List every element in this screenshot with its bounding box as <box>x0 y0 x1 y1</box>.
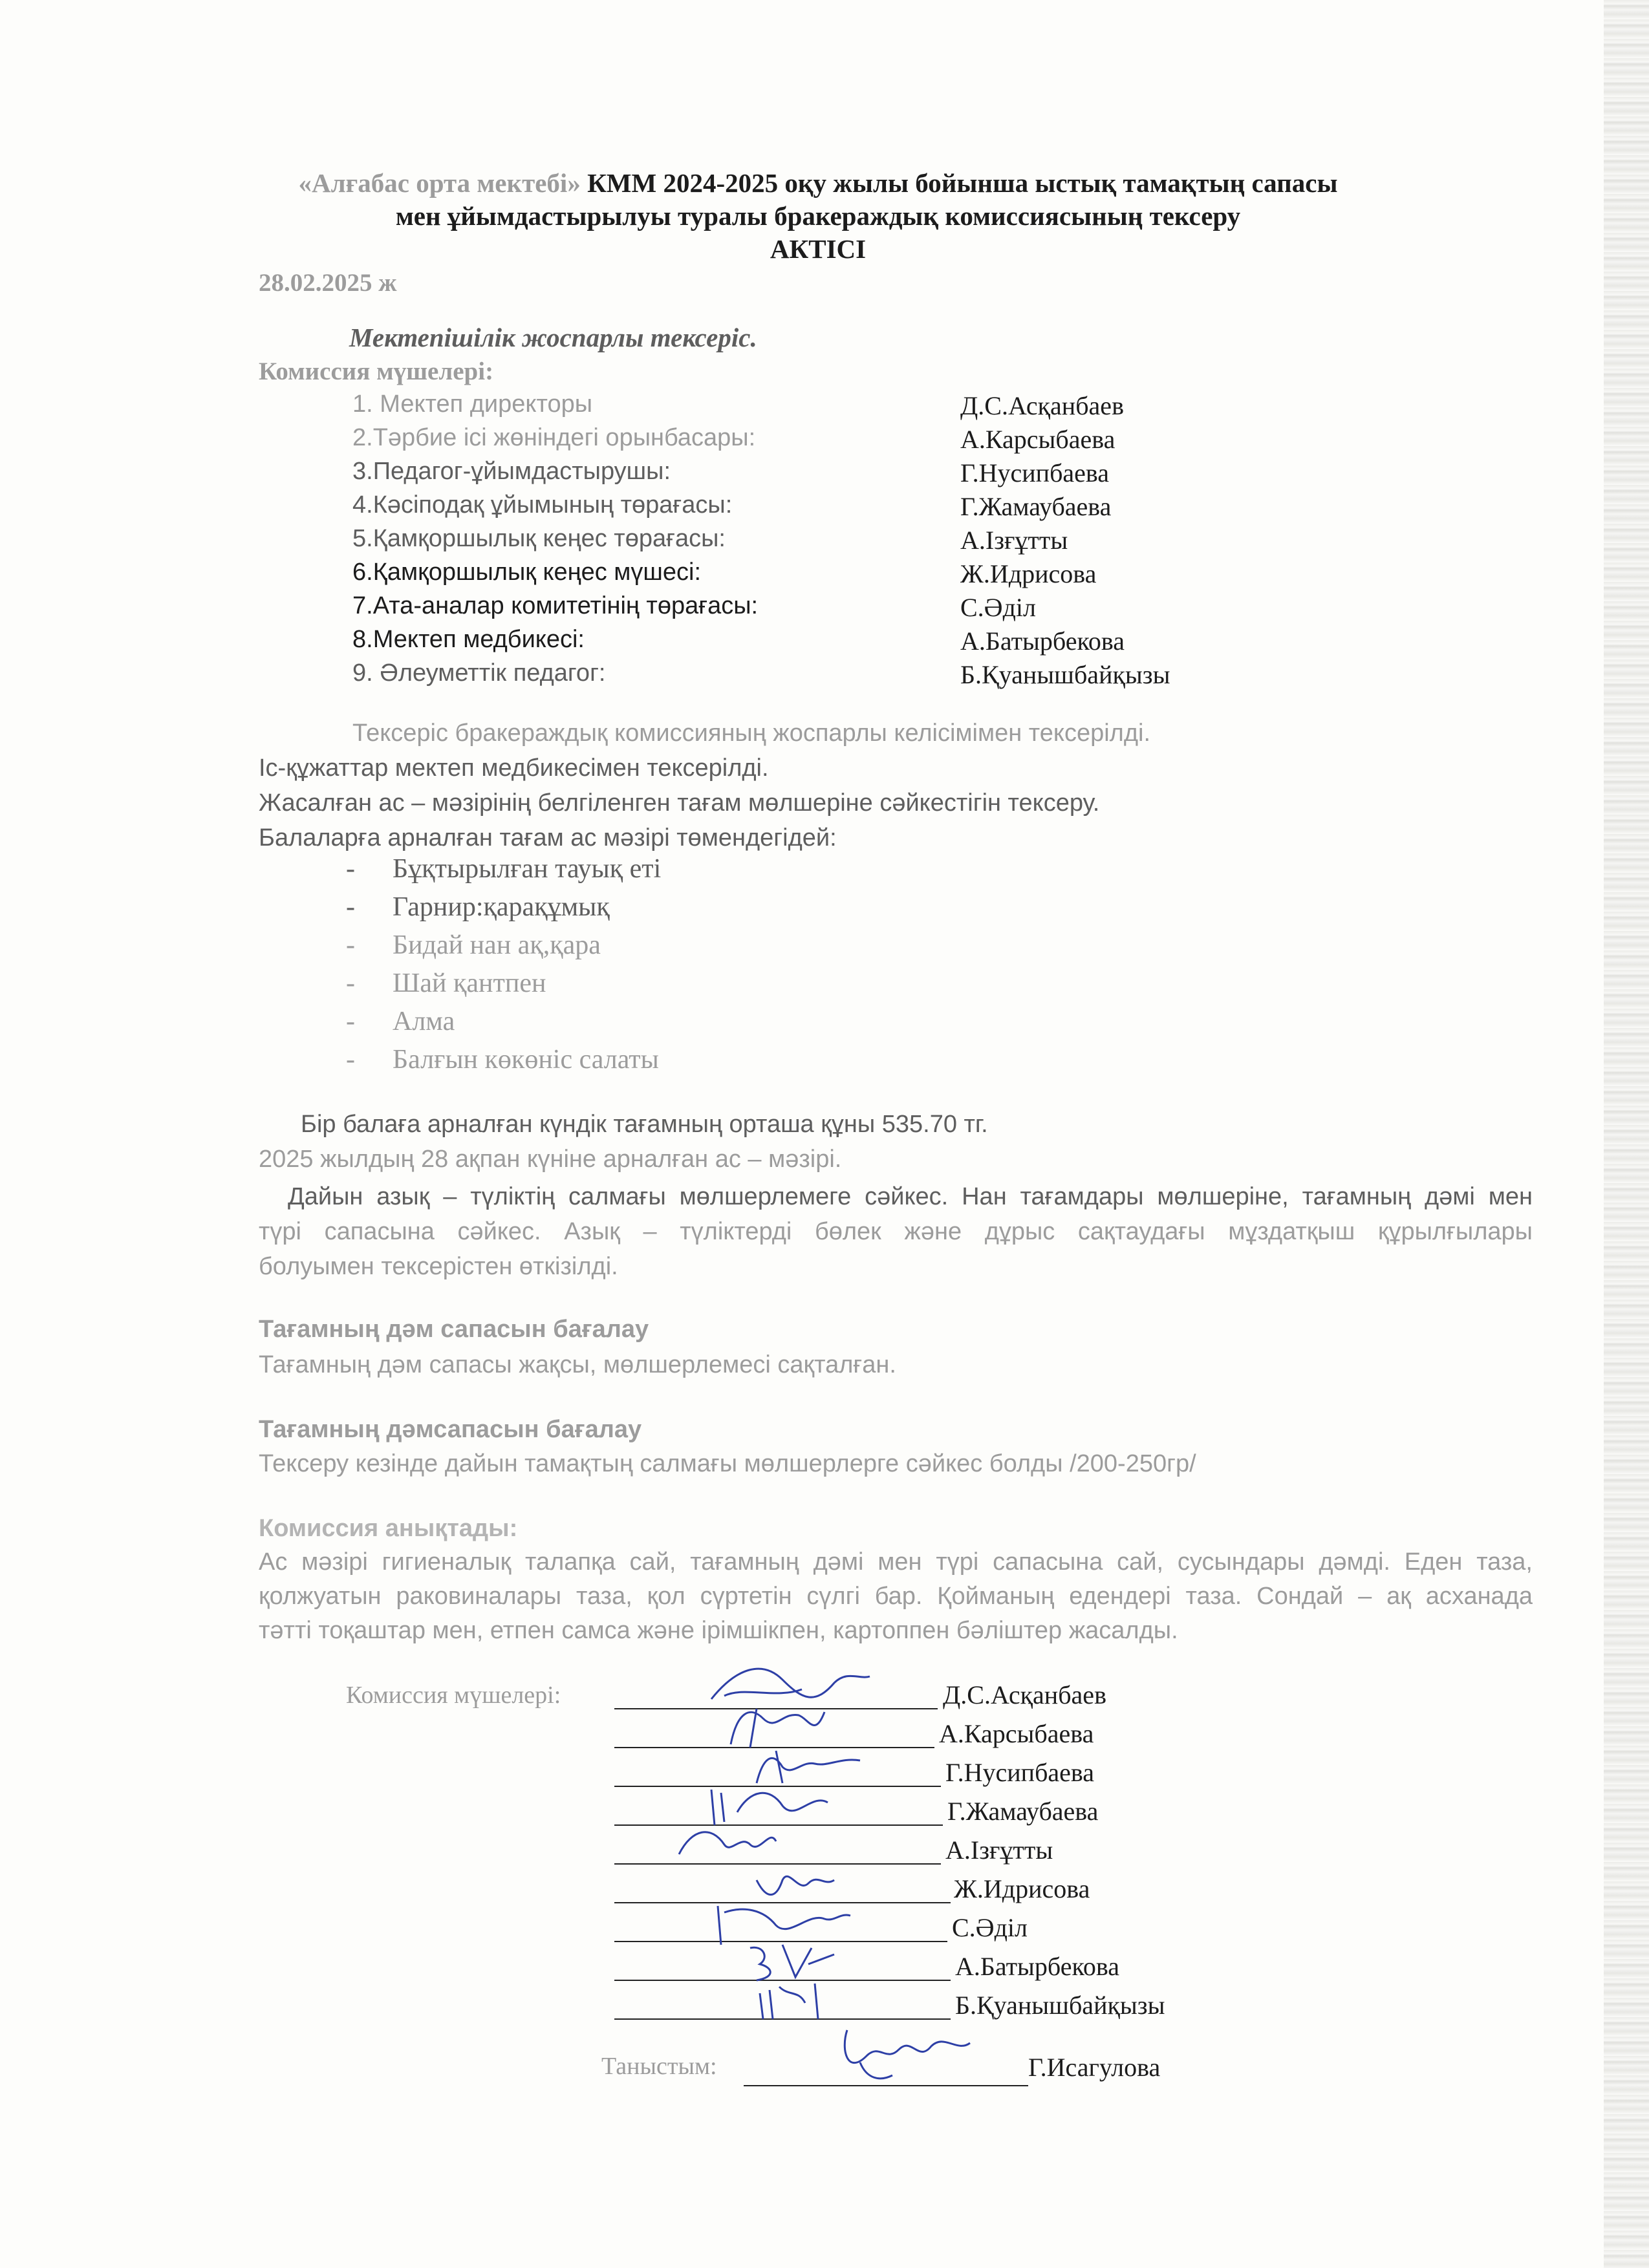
dash-bullet-icon: - <box>346 968 355 998</box>
member-name: А.Карсыбаева <box>960 425 1116 454</box>
members-list <box>352 390 1258 693</box>
menu-item <box>346 930 1122 968</box>
member-row <box>352 390 1258 424</box>
member-role: 8.Мектеп медбикесі: <box>352 626 585 653</box>
member-name: С.Әділ <box>960 593 1036 622</box>
taste-heading: Тағамның дәм сапасын бағалау <box>259 1316 649 1343</box>
signature-name: Ж.Идрисова <box>954 1874 1090 1903</box>
member-row <box>352 458 1258 491</box>
signature-name: С.Әділ <box>952 1913 1028 1942</box>
signature-name: Д.С.Асқанбаев <box>943 1680 1106 1709</box>
dash-bullet-icon: - <box>346 1045 355 1075</box>
menu-item <box>346 968 1122 1006</box>
member-name: А.Батырбекова <box>960 626 1125 656</box>
menu-item-text: Гарнир:қарақұмық <box>393 892 610 922</box>
signature-name: Г.Жамаубаева <box>947 1797 1099 1826</box>
member-name: Г.Жамаубаева <box>960 492 1112 521</box>
acknowledged-label: Таныстым: <box>601 2053 717 2080</box>
member-row <box>352 491 1258 525</box>
menu-item-text: Алма <box>393 1007 455 1036</box>
title-line-2: мен ұйымдастырылуы туралы бракераждық комиссиясының тексеру <box>395 201 1241 231</box>
signatures-label: Комиссия мүшелері: <box>346 1682 561 1709</box>
title-line-1-rest: КММ 2024-2025 оқу жылы бойынша ыстық тамақтың сапасы <box>580 168 1338 198</box>
title-line-3: АКТІСІ <box>770 234 867 264</box>
member-name: Д.С.Асқанбаев <box>960 391 1124 420</box>
member-role: 6.Қамқоршылық кеңес мүшесі: <box>352 559 702 586</box>
findings-paragraph-line: қолжуатын раковиналары таза, қол сүртетін сүлгі бар. Қойманың едендері таза. Сондай – ақ асханада <box>259 1583 1533 1610</box>
member-row <box>352 559 1258 592</box>
member-row <box>352 424 1258 458</box>
title-line-1 <box>246 167 1390 200</box>
inspection-type: Мектепішілік жоспарлы тексеріс. <box>349 323 757 352</box>
member-role: 1. Мектеп директоры <box>352 390 593 418</box>
menu-list <box>346 853 1122 1082</box>
member-row <box>352 659 1258 693</box>
cost-line: Бір балаға арналған күндік тағамның орташа құны 535.70 тг. <box>301 1111 988 1138</box>
menu-item-text: Бұқтырылған тауық еті <box>393 854 662 884</box>
member-role: 4.Кәсіподақ ұйымының төрағасы: <box>352 491 733 519</box>
document-date: 28.02.2025 ж <box>259 269 397 297</box>
menu-item-text: Бидай нан ақ,қара <box>393 930 601 960</box>
member-role: 5.Қамқоршылық кеңес төрағасы: <box>352 525 726 552</box>
member-name: Г.Нусипбаева <box>960 458 1110 487</box>
signature-scribble <box>808 2017 1002 2088</box>
member-role: 7.Ата-аналар комитетінің төрағасы: <box>352 592 759 619</box>
scanner-edge-noise <box>1604 0 1649 2268</box>
findings-paragraph-line: тәтті тоқаштар мен, етпен самса және ірімшікпен, картоппен бәліштер жасалды. <box>259 1617 1178 1644</box>
weight-paragraph-line: Дайын азық – түліктің салмағы мөлшерлемеге сәйкес. Нан тағамдары мөлшеріне, тағамның дәмі мен <box>288 1183 1533 1210</box>
dash-bullet-icon: - <box>346 1007 355 1036</box>
menu-item <box>346 853 1122 892</box>
menu-date-line: 2025 жылдың 28 ақпан күніне арналған ас – мәзірі. <box>259 1146 842 1173</box>
taste-text: Тексеру кезінде дайын тамақтың салмағы мөлшерлерге сәйкес болды /200-250гр/ <box>259 1450 1196 1477</box>
findings-paragraph-line: Ас мәзірі гигиеналық талапқа сай, тағамның дәмі мен түрі сапасына сай, сусындары дәмді. Еден таза, <box>259 1548 1533 1576</box>
member-name: А.Ізғұтты <box>960 526 1068 555</box>
signature-name: А.Карсыбаева <box>939 1719 1094 1748</box>
document-title <box>246 167 1390 266</box>
member-row <box>352 525 1258 559</box>
member-role: 9. Әлеуметтік педагог: <box>352 659 606 687</box>
taste-heading: Тағамның дәмсапасын бағалау <box>259 1416 642 1443</box>
taste-text: Тағамның дәм сапасы жақсы, мөлшерлемесі сақталған. <box>259 1351 896 1378</box>
check-line: Жасалған ас – мәзірінің белгіленген тағам мөлшеріне сәйкестігін тексеру. <box>259 789 1100 817</box>
signature-name: А.Батырбекова <box>955 1952 1120 1981</box>
member-name: Б.Қуанышбайқызы <box>960 660 1170 689</box>
check-line: Тексеріс бракераждық комиссияның жоспарлы келісімімен тексерілді. <box>352 720 1150 747</box>
member-row <box>352 626 1258 659</box>
members-heading: Комиссия мүшелері: <box>259 358 494 385</box>
menu-item-text: Балғын көкөніс салаты <box>393 1045 659 1075</box>
dash-bullet-icon: - <box>346 854 355 884</box>
menu-item <box>346 892 1122 930</box>
signature-block <box>614 1680 1326 2029</box>
signature-name: Г.Нусипбаева <box>945 1758 1095 1787</box>
school-name: «Алғабас орта мектебі» <box>298 168 581 198</box>
weight-paragraph-line: болуымен тексерістен өткізілді. <box>259 1253 618 1280</box>
member-role: 2.Тәрбие ісі жөніндегі орынбасары: <box>352 424 756 451</box>
signature-name: А.Ізғұтты <box>945 1835 1053 1865</box>
check-line: Балаларға арналған тағам ас мәзірі төмендегідей: <box>259 824 837 851</box>
member-row <box>352 592 1258 626</box>
signature-name: Б.Қуанышбайқызы <box>955 1991 1165 2020</box>
weight-paragraph-line: түрі сапасына сәйкес. Азық – түліктерді бөлек және дұрыс сақтаудағы мұздатқыш құрылғылары <box>259 1218 1533 1245</box>
dash-bullet-icon: - <box>346 930 355 960</box>
member-role: 3.Педагог-ұйымдастырушы: <box>352 458 671 485</box>
check-line: Іс-құжаттар мектеп медбикесімен тексерілді. <box>259 754 769 782</box>
menu-item <box>346 1044 1122 1082</box>
acknowledged-name: Г.Исагулова <box>1028 2053 1161 2082</box>
findings-heading: Комиссия анықтады: <box>259 1515 518 1542</box>
member-name: Ж.Идрисова <box>960 559 1097 588</box>
dash-bullet-icon: - <box>346 892 355 922</box>
menu-item <box>346 1006 1122 1044</box>
menu-item-text: Шай қантпен <box>393 968 546 998</box>
